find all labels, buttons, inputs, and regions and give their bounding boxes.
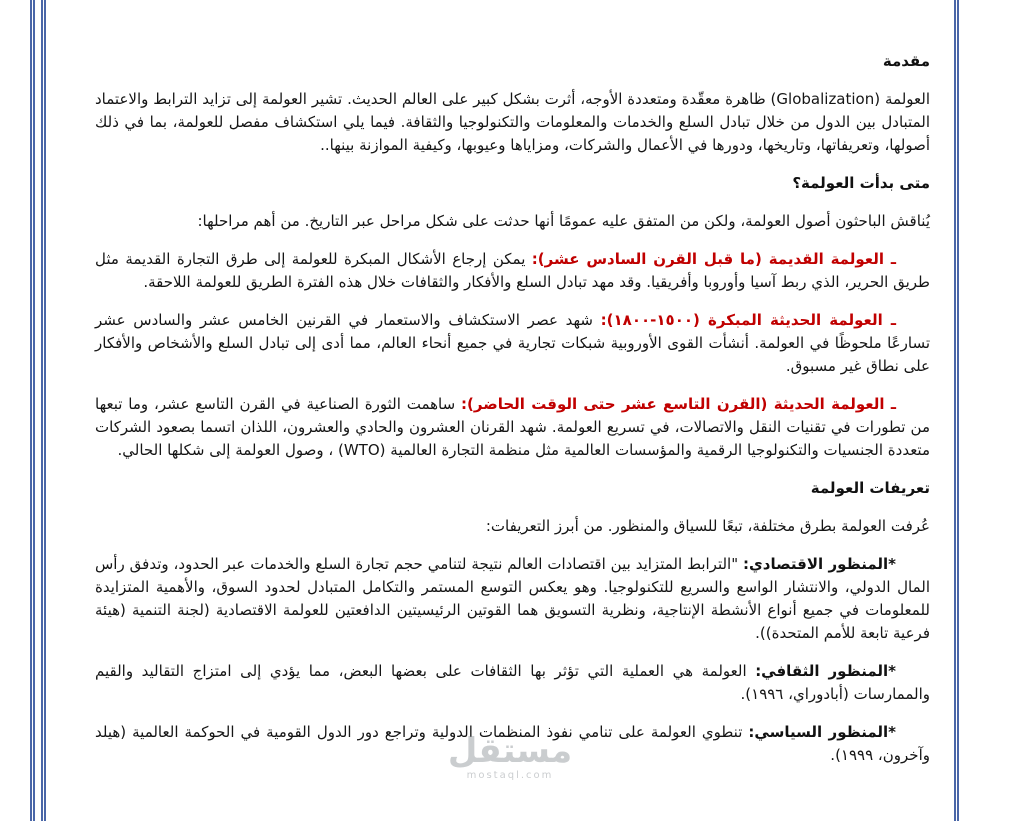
when-intro-paragraph: يُناقش الباحثون أصول العولمة، ولكن من المتفق عليه عمومًا أنها حدثت على شكل مراحل عبر التاريخ. من أهم مراحلها: (197, 212, 930, 230)
watermark-text: مستقل (447, 731, 573, 771)
definitions-intro-paragraph: عُرفت العولمة بطرق مختلفة، تبعًا للسياق والمنظور. من أبرز التعريفات: (485, 517, 930, 535)
document-body (95, 50, 930, 782)
intro-heading: مقدمة (882, 52, 930, 70)
definition-cultural (95, 660, 930, 706)
intro-paragraph: العولمة (Globalization) ظاهرة معقّدة ومتعددة الأوجه، أثرت بشكل كبير على العالم الحديث. تشير العولمة إلى تزايد الترابط والاعتماد المتبادل بين الدول من خلال تبادل السلع والخدمات والمعلومات والتكنولوجيا والثقافة. فيما يلي استكشاف مفصل للعولمة، بما في ذلك أصولها، وتعريفاتها، وتاريخها، ودورها في الأعمال والشركات، ومزاياها وعيوبها، وكيفية الموازنة بينها.. (95, 90, 930, 154)
page-border-left-inner (41, 0, 46, 821)
timeline-item-lead: ـ العولمة الحديثة المبكرة (١٥٠٠-١٨٠٠): (600, 311, 897, 329)
timeline-item-lead: ـ العولمة الحديثة (القرن التاسع عشر حتى الوقت الحاضر): (461, 395, 896, 413)
page-border-right (954, 0, 959, 821)
timeline-item-ancient (95, 248, 930, 294)
timeline-item-lead: ـ العولمة القديمة (ما قبل القرن السادس عشر): (531, 250, 896, 268)
definition-lead: *المنظور الاقتصادي: (743, 555, 896, 573)
page-border-left-outer (30, 0, 35, 821)
when-heading: متى بدأت العولمة؟ (792, 174, 930, 192)
timeline-item-body: ساهمت الثورة الصناعية في القرن التاسع عشر، وما تبعها من تطورات في تقنيات النقل والاتصالات، في تسريع العولمة. شهد القرنان العشرون والحادي والعشرون، اللذان اتسما بصعود الشركات متعددة الجنسيات والتكنولوجيا الرقمية والمؤسسات العالمية مثل منظمة التجارة العالمية (WTO) ، وصول العولمة إلى شكلها الحالي. (95, 395, 930, 459)
definition-political (95, 721, 930, 767)
timeline-item-body: شهد عصر الاستكشاف والاستعمار في القرنين الخامس عشر والسادس عشر تسارعًا ملحوظًا في العولمة. أنشأت القوى الأوروبية شبكات تجارية في جميع أنحاء العالم، مما أدى إلى تبادل السلع والأشخاص والأفكار على نطاق غير مسبوق. (95, 311, 930, 375)
watermark-domain: mostaql.com (466, 770, 554, 781)
timeline-item-body: يمكن إرجاع الأشكال المبكرة للعولمة إلى طرق التجارة القديمة مثل طريق الحرير، الذي ربط آسيا وأوروبا وأفريقيا. وقد مهد تبادل السلع والأفكار والثقافات خلال هذه الفترة الطريق للعولمة اللاحقة. (95, 250, 930, 291)
definition-lead: *المنظور السياسي: (748, 723, 897, 741)
timeline-item-modern (95, 393, 930, 462)
definition-lead: *المنظور الثقافي: (755, 662, 896, 680)
definition-body: العولمة هي العملية التي تؤثر بها الثقافات على بعضها البعض، مما يؤدي إلى امتزاج التقاليد والقيم والممارسات (أبادوراي، ١٩٩٦). (95, 662, 930, 703)
definition-body: تنطوي العولمة على تنامي نفوذ المنظمات الدولية وتراجع دور الدول القومية في الحوكمة العالمية (هيلد وآخرون، ١٩٩٩). (95, 723, 930, 764)
definitions-heading: تعريفات العولمة (810, 479, 930, 497)
definition-economic (95, 553, 930, 645)
definition-body: "الترابط المتزايد بين اقتصادات العالم نتيجة لتنامي حجم تجارة السلع والخدمات عبر الحدود، وتدفق رأس المال الدولي، والانتشار الواسع والسريع للتكنولوجيا. وهو يعكس التوسع المستمر والتكامل المتبادل لحدود السوق، والأهمية المتزايدة للمعلومات في جميع أنواع الأنشطة الإنتاجية، ونظرية التسويق هما القوتين الرئيسيتين الدافعتين للعولمة الاقتصادية (لجنة التنمية (هيئة فرعية تابعة للأمم المتحدة)). (95, 555, 930, 642)
timeline-item-early-modern (95, 309, 930, 378)
